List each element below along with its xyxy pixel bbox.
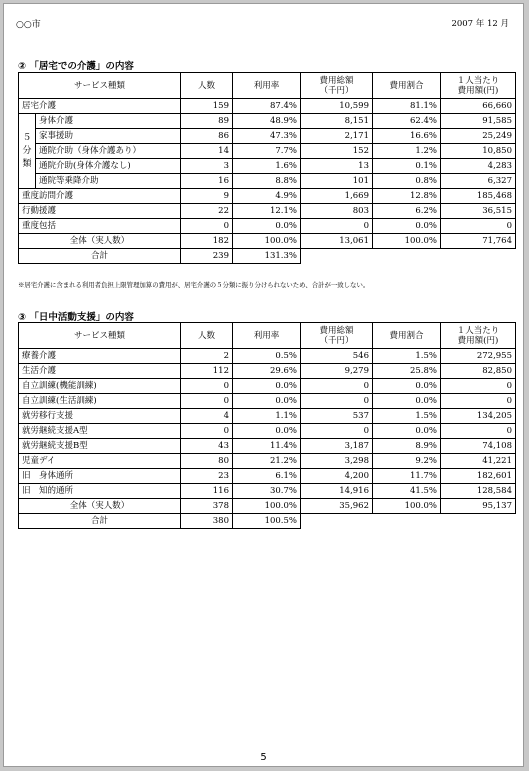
col-header-count: 人数 [181,323,233,349]
cell-per-person: 36,515 [441,204,516,219]
total-row [19,234,516,249]
cell-rate: 1.6% [233,159,301,174]
total-count: 182 [181,234,233,249]
row-label: 重度訪問介護 [19,189,181,204]
cell-rate: 21.2% [233,454,301,469]
cell-cost-share: 41.5% [373,484,441,499]
row-label: 重度包括 [19,219,181,234]
cell-cost-total: 9,279 [301,364,373,379]
cell-rate: 12.1% [233,204,301,219]
cell-cost-share: 0.1% [373,159,441,174]
cell-count: 116 [181,484,233,499]
row-label: 児童デイ [19,454,181,469]
cell-per-person: 182,601 [441,469,516,484]
total-row [19,499,516,514]
cell-count: 0 [181,394,233,409]
cell-per-person: 91,585 [441,114,516,129]
cell-cost-total: 4,200 [301,469,373,484]
cell-count: 9 [181,189,233,204]
cell-count: 16 [181,174,233,189]
section2-title: ③ 「日中活動支援」の内容 [18,312,134,323]
row-label: 就労継続支援B型 [19,439,181,454]
cell-per-person: 128,584 [441,484,516,499]
cell-cost-share: 16.6% [373,129,441,144]
cell-per-person: 25,249 [441,129,516,144]
cell-cost-total: 1,669 [301,189,373,204]
col-header-service: サービス種類 [19,323,181,349]
table-row [19,174,516,189]
group-label [19,114,36,189]
cell-rate: 0.0% [233,219,301,234]
section1-header-row [19,73,516,99]
sum-rate: 100.5% [233,514,301,529]
cell-rate: 6.1% [233,469,301,484]
cell-count: 80 [181,454,233,469]
cell-rate: 0.0% [233,394,301,409]
row-label: 旧 身体通所 [19,469,181,484]
cell-per-person: 4,283 [441,159,516,174]
table-row [19,394,516,409]
cell-count: 0 [181,379,233,394]
cell-cost-total: 13 [301,159,373,174]
cell-per-person: 134,205 [441,409,516,424]
cell-cost-share: 1.5% [373,349,441,364]
cell-per-person: 185,468 [441,189,516,204]
total-per-person: 95,137 [441,499,516,514]
cell-rate: 8.8% [233,174,301,189]
table-row [19,379,516,394]
cell-cost-share: 9.2% [373,454,441,469]
total-cost-total: 13,061 [301,234,373,249]
cell-cost-total: 14,916 [301,484,373,499]
section2-table [18,322,516,529]
cell-rate: 4.9% [233,189,301,204]
sum-row [19,249,516,264]
section1-footnote: ※居宅介護に含まれる利用者負担上限管理加算の費用が、居宅介護の５分類に振り分けられないため、合計が一致しない。 [18,281,370,289]
row-label: 家事援助 [36,129,181,144]
table-row [19,439,516,454]
sum-count: 239 [181,249,233,264]
document-page [3,3,524,767]
cell-per-person: 74,108 [441,439,516,454]
cell-per-person: 41,221 [441,454,516,469]
cell-cost-total: 101 [301,174,373,189]
cell-count: 14 [181,144,233,159]
cell-cost-total: 2,171 [301,129,373,144]
total-per-person: 71,764 [441,234,516,249]
cell-rate: 0.0% [233,424,301,439]
row-label: 就労継続支援A型 [19,424,181,439]
total-cost-total: 35,962 [301,499,373,514]
table-row [19,189,516,204]
section2-header-row [19,323,516,349]
cell-cost-total: 0 [301,219,373,234]
row-label: 療養介護 [19,349,181,364]
total-cost-share: 100.0% [373,499,441,514]
cell-cost-share: 11.7% [373,469,441,484]
cell-count: 3 [181,159,233,174]
cell-rate: 48.9% [233,114,301,129]
empty-cell [301,514,516,529]
cell-rate: 7.7% [233,144,301,159]
section1-table [18,72,516,264]
cell-per-person: 0 [441,219,516,234]
col-header-cost-share: 費用割合 [373,73,441,99]
row-label: 通院介助（身体介護あり） [36,144,181,159]
cell-rate: 0.5% [233,349,301,364]
row-label: 旧 知的通所 [19,484,181,499]
cell-count: 43 [181,439,233,454]
cell-cost-total: 3,298 [301,454,373,469]
col-header-count: 人数 [181,73,233,99]
cell-cost-total: 546 [301,349,373,364]
cell-cost-total: 8,151 [301,114,373,129]
cell-rate: 0.0% [233,379,301,394]
col-header-rate: 利用率 [233,73,301,99]
cell-cost-share: 62.4% [373,114,441,129]
sum-label: 合計 [19,249,181,264]
cell-cost-total: 537 [301,409,373,424]
cell-cost-share: 0.0% [373,379,441,394]
row-label: 居宅介護 [19,99,181,114]
table-row [19,469,516,484]
cell-count: 86 [181,129,233,144]
table-row [19,349,516,364]
total-rate: 100.0% [233,234,301,249]
cell-cost-share: 0.0% [373,424,441,439]
cell-cost-share: 0.0% [373,394,441,409]
cell-cost-share: 8.9% [373,439,441,454]
row-label: 行動援護 [19,204,181,219]
empty-cell [301,249,516,264]
cell-cost-share: 0.0% [373,219,441,234]
cell-per-person: 6,327 [441,174,516,189]
cell-per-person: 66,660 [441,99,516,114]
cell-rate: 1.1% [233,409,301,424]
cell-rate: 47.3% [233,129,301,144]
sum-label: 合計 [19,514,181,529]
cell-cost-share: 1.5% [373,409,441,424]
cell-cost-share: 25.8% [373,364,441,379]
cell-cost-total: 152 [301,144,373,159]
cell-cost-total: 0 [301,424,373,439]
cell-per-person: 272,955 [441,349,516,364]
table-row [19,144,516,159]
sum-rate: 131.3% [233,249,301,264]
col-header-per-person: １人当たり 費用額(円) [441,323,516,349]
row-label: 生活介護 [19,364,181,379]
cell-cost-share: 0.8% [373,174,441,189]
table-row [19,219,516,234]
cell-count: 112 [181,364,233,379]
cell-rate: 30.7% [233,484,301,499]
table-row [19,424,516,439]
group-label-char: ５ [22,132,32,143]
report-date: 2007 年 12 月 [451,19,509,29]
row-label: 通院介助(身体介護なし) [36,159,181,174]
cell-cost-total: 0 [301,394,373,409]
row-label: 身体介護 [36,114,181,129]
page-number: 5 [260,752,267,763]
total-count: 378 [181,499,233,514]
city-name: ○○市 [16,20,41,30]
row-label: 就労移行支援 [19,409,181,424]
cell-per-person: 0 [441,394,516,409]
table-row [19,364,516,379]
cell-cost-total: 0 [301,379,373,394]
cell-count: 4 [181,409,233,424]
cell-count: 0 [181,219,233,234]
cell-count: 0 [181,424,233,439]
cell-cost-total: 3,187 [301,439,373,454]
table-row [19,454,516,469]
col-header-cost-total: 費用総額 （千円） [301,73,373,99]
group-label-char: 分 [22,145,32,156]
table-row [19,159,516,174]
total-rate: 100.0% [233,499,301,514]
cell-rate: 87.4% [233,99,301,114]
table-row [19,409,516,424]
col-header-per-person: １人当たり 費用額(円) [441,73,516,99]
sum-count: 380 [181,514,233,529]
cell-count: 22 [181,204,233,219]
total-cost-share: 100.0% [373,234,441,249]
table-row [19,204,516,219]
table-row [19,114,516,129]
cell-per-person: 10,850 [441,144,516,159]
col-header-service: サービス種類 [19,73,181,99]
cell-per-person: 82,850 [441,364,516,379]
sum-row [19,514,516,529]
section1-title: ② 「居宅での介護」の内容 [18,61,134,72]
cell-count: 23 [181,469,233,484]
total-label: 全体（実人数） [19,234,181,249]
cell-cost-total: 803 [301,204,373,219]
cell-rate: 29.6% [233,364,301,379]
row-label: 自立訓練(機能訓練) [19,379,181,394]
group-label-char: 類 [22,158,32,169]
cell-cost-share: 81.1% [373,99,441,114]
table-row [19,129,516,144]
cell-per-person: 0 [441,379,516,394]
cell-cost-share: 6.2% [373,204,441,219]
row-label: 自立訓練(生活訓練) [19,394,181,409]
col-header-rate: 利用率 [233,323,301,349]
table-row [19,99,516,114]
col-header-cost-share: 費用割合 [373,323,441,349]
total-label: 全体（実人数） [19,499,181,514]
col-header-cost-total: 費用総額 （千円） [301,323,373,349]
cell-per-person: 0 [441,424,516,439]
cell-count: 159 [181,99,233,114]
cell-cost-share: 12.8% [373,189,441,204]
cell-cost-total: 10,599 [301,99,373,114]
table-row [19,484,516,499]
row-label: 通院等乗降介助 [36,174,181,189]
cell-rate: 11.4% [233,439,301,454]
cell-count: 2 [181,349,233,364]
cell-count: 89 [181,114,233,129]
cell-cost-share: 1.2% [373,144,441,159]
